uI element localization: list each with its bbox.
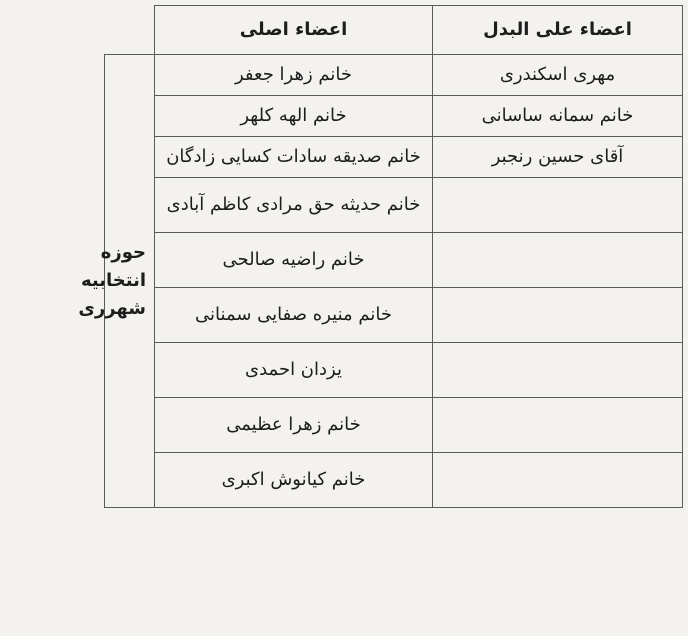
table-header [105, 6, 683, 55]
table-row [105, 54, 683, 95]
cell-alternate-member [433, 177, 683, 232]
table-body [78, 54, 683, 507]
table-row [105, 95, 683, 136]
committee-members-table [78, 5, 683, 508]
table-row [105, 397, 683, 452]
table-row [105, 177, 683, 232]
cell-main-member: یزدان احمدی [155, 342, 433, 397]
column-header-alternate-members: اعضاء علی البدل [433, 6, 683, 55]
table-row [105, 136, 683, 177]
cell-main-member: خانم زهرا جعفر [155, 54, 433, 95]
cell-main-member: خانم الهه کلهر [155, 95, 433, 136]
document-page [0, 5, 688, 636]
cell-main-member: خانم صدیقه سادات کسایی زادگان [155, 136, 433, 177]
table-header-row [105, 6, 683, 55]
table-row [105, 287, 683, 342]
cell-alternate-member [433, 342, 683, 397]
table-row [105, 342, 683, 397]
cell-alternate-member [433, 397, 683, 452]
cell-alternate-member [433, 232, 683, 287]
cell-main-member: خانم منیره صفایی سمنانی [155, 287, 433, 342]
cell-main-member: خانم کیانوش اکبری [155, 452, 433, 507]
table-row [105, 452, 683, 507]
cell-main-member: خانم حدیثه حق مرادی کاظم آبادی [155, 177, 433, 232]
cell-alternate-member: خانم سمانه ساسانی [433, 95, 683, 136]
cell-alternate-member: مهری اسکندری [433, 54, 683, 95]
cell-main-member: خانم راضیه صالحی [155, 232, 433, 287]
cell-alternate-member [433, 287, 683, 342]
table-row [105, 232, 683, 287]
cell-district-label: حوزه انتخابیه شهرری [105, 54, 155, 507]
column-header-district [105, 6, 155, 55]
cell-main-member: خانم زهرا عظیمی [155, 397, 433, 452]
cell-alternate-member: آقای حسین رنجبر [433, 136, 683, 177]
cell-alternate-member [433, 452, 683, 507]
column-header-main-members: اعضاء اصلی [155, 6, 433, 55]
